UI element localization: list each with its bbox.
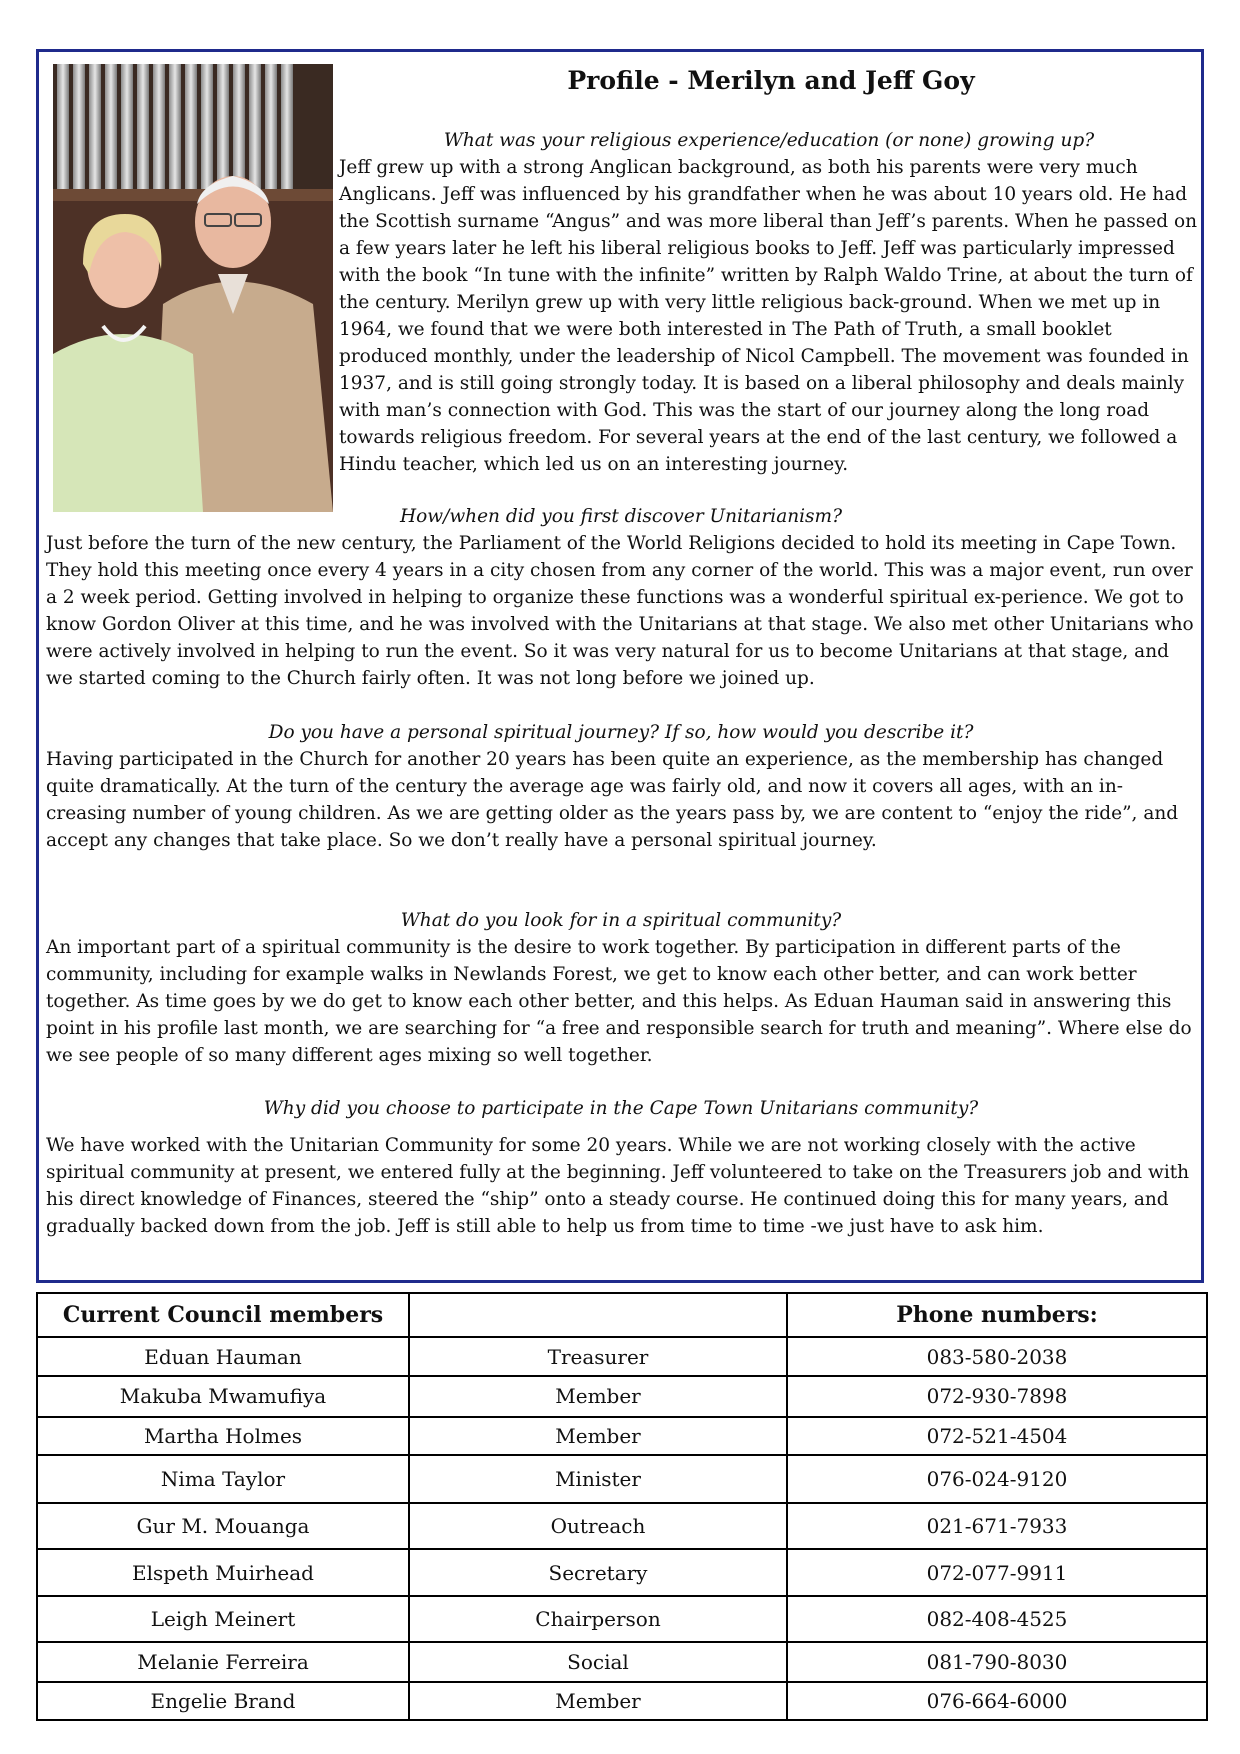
member-name: Leigh Meinert — [37, 1596, 409, 1642]
section-spiritual-journey — [46, 719, 1196, 854]
table-row — [37, 1417, 1207, 1455]
table-row — [37, 1642, 1207, 1681]
photo-merilyn-and-jeff-icon — [53, 64, 333, 512]
member-role: Member — [409, 1376, 787, 1417]
member-name: Martha Holmes — [37, 1417, 409, 1455]
council-table — [36, 1292, 1208, 1721]
member-phone: 072-077-9911 — [787, 1549, 1207, 1595]
header-council-members: Current Council members — [37, 1293, 409, 1337]
member-phone: 072-521-4504 — [787, 1417, 1207, 1455]
member-role: Chairperson — [409, 1596, 787, 1642]
answer: Having participated in the Church for another 20 years has been quite an experience, as the membership has changed quite dramatically. At the turn of the century the average age was fairly old, and now it covers all ages, with an in-creasing number of young children. As we are getting older as the years pass by, we are content to “enjoy the ride”, and accept any changes that take place. So we don’t really have a personal spiritual journey. — [46, 749, 1179, 851]
member-name: Makuba Mwamufiya — [37, 1376, 409, 1417]
member-role: Minister — [409, 1455, 787, 1502]
table-header-row — [37, 1293, 1207, 1337]
answer: Just before the turn of the new century, the Parliament of the World Religions decided to hold its meeting in Cape Town. They hold this meeting once every 4 years in a city chosen from any corner of the world. This was a major event, run over a 2 week period. Getting involved in helping to organize these functions was a wonderful spiritual ex-perience. We got to know Gordon Oliver at this time, and he was involved with the Unitarians at that stage. We also met other Unitarians who were actively involved in helping to run the event. So it was very natural for us to become Unitarians at that stage, and we started coming to the Church fairly often. It was not long before we joined up. — [46, 533, 1194, 689]
member-role: Outreach — [409, 1503, 787, 1549]
member-role: Member — [409, 1417, 787, 1455]
member-role: Treasurer — [409, 1337, 787, 1375]
question: Why did you choose to participate in the Cape Town Unitarians community? — [263, 1098, 979, 1119]
table-row — [37, 1337, 1207, 1375]
answer: Jeff grew up with a strong Anglican background, as both his parents were very much Anglicans. Jeff was influenced by his grandfather when he was about 10 years old. He had the Scottish surname “Angus” and was more liberal than Jeff’s parents. When he passed on a few years later he left his liberal religious books to Jeff. Jeff was particularly impressed with the book “In tune with the infinite” written by Ralph Waldo Trine, at about the turn of the century. Merilyn grew up with very little religious back-ground. When we met up in 1964, we found that we were both interested in The Path of Truth, a small booklet produced monthly, under the leadership of Nicol Campbell. The movement was founded in 1937, and is still going strongly today. It is based on a liberal philosophy and deals mainly with man’s connection with God. This was the start of our journey along the long road towards religious freedom. For several years at the end of the last century, we followed a Hindu teacher, which led us on an interesting journey. — [339, 157, 1198, 475]
member-role: Secretary — [409, 1549, 787, 1595]
question: What do you look for in a spiritual community? — [400, 910, 842, 931]
table-row — [37, 1596, 1207, 1642]
member-phone: 083-580-2038 — [787, 1337, 1207, 1375]
member-name: Engelie Brand — [37, 1682, 409, 1720]
answer: We have worked with the Unitarian Community for some 20 years. While we are not working closely with the active spiritual community at present, we entered fully at the beginning. Jeff volunteered to take on the Treasurers job and with his direct knowledge of Finances, steered the “ship” onto a steady course. He continued doing this for many years, and gradually backed down from the job. Jeff is still able to help us from time to time -we just have to ask him. — [46, 1135, 1190, 1237]
section-why-participate — [46, 1095, 1196, 1240]
section-religious-experience — [339, 127, 1199, 478]
profile-title: Profile - Merilyn and Jeff Goy — [567, 66, 975, 95]
table-row — [37, 1549, 1207, 1595]
member-name: Melanie Ferreira — [37, 1642, 409, 1681]
question: How/when did you first discover Unitarianism? — [399, 506, 843, 527]
member-role: Social — [409, 1642, 787, 1681]
member-phone: 072-930-7898 — [787, 1376, 1207, 1417]
member-name: Elspeth Muirhead — [37, 1549, 409, 1595]
member-phone: 021-671-7933 — [787, 1503, 1207, 1549]
table-row — [37, 1376, 1207, 1417]
member-phone: 082-408-4525 — [787, 1596, 1207, 1642]
profile-box — [36, 49, 1204, 1283]
header-phone-numbers: Phone numbers: — [787, 1293, 1207, 1337]
member-name: Nima Taylor — [37, 1455, 409, 1502]
member-phone: 076-024-9120 — [787, 1455, 1207, 1502]
question: What was your religious experience/education (or none) growing up? — [443, 130, 1095, 151]
member-role: Member — [409, 1682, 787, 1720]
table-row — [37, 1455, 1207, 1502]
member-name: Gur M. Mouanga — [37, 1503, 409, 1549]
table-row — [37, 1503, 1207, 1549]
section-discover-unitarianism — [46, 503, 1196, 692]
question: Do you have a personal spiritual journey? If so, how would you describe it? — [268, 722, 974, 743]
table-row — [37, 1682, 1207, 1720]
member-phone: 076-664-6000 — [787, 1682, 1207, 1720]
header-role — [409, 1293, 787, 1337]
answer: An important part of a spiritual community is the desire to work together. By participation in different parts of the community, including for example walks in Newlands Forest, we get to know each other better, and can work better together. As time goes by we do get to know each other better, and this helps. As Eduan Hauman said in answering this point in his profile last month, we are searching for “a free and responsible search for truth and meaning”. Where else do we see people of so many different ages mixing so well together. — [46, 937, 1192, 1066]
section-spiritual-community — [46, 907, 1196, 1069]
member-name: Eduan Hauman — [37, 1337, 409, 1375]
member-phone: 081-790-8030 — [787, 1642, 1207, 1681]
